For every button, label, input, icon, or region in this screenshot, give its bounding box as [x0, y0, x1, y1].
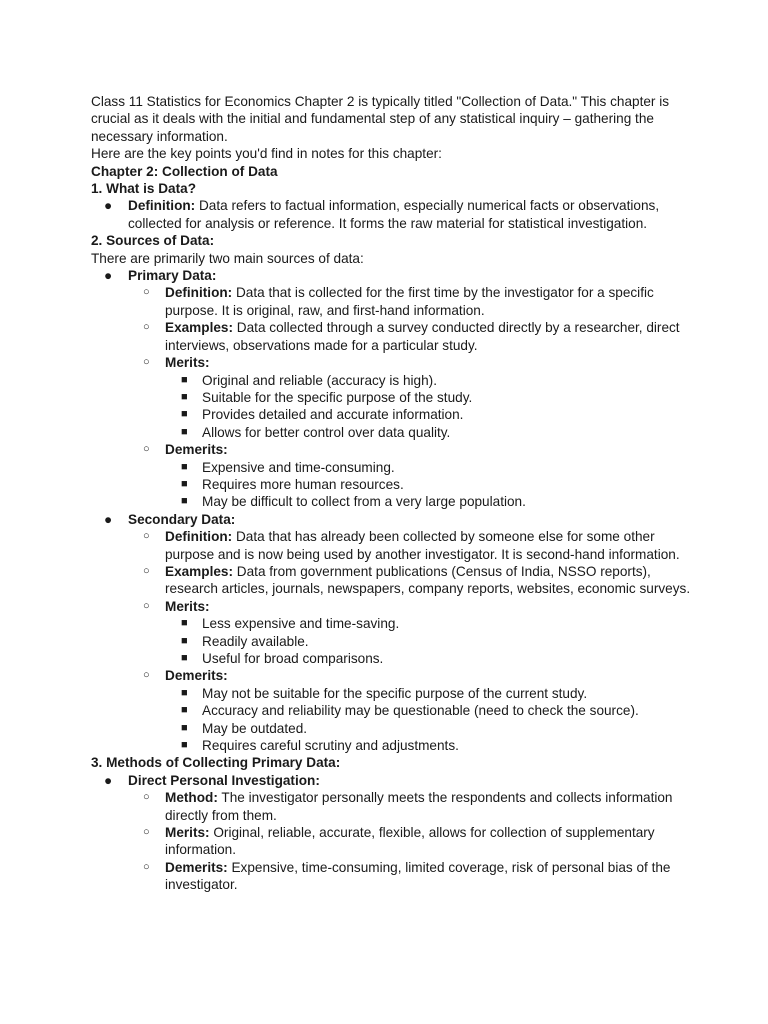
- methods-list: [91, 772, 691, 894]
- merit-text: Useful for broad comparisons.: [202, 651, 384, 666]
- dpi-sublist: [128, 789, 691, 893]
- demerit-text: Requires careful scrutiny and adjustments.: [202, 738, 459, 754]
- demerits-label: Demerits:: [165, 859, 228, 875]
- circle-marker: ○: [143, 564, 150, 577]
- circle-marker: ○: [143, 826, 150, 839]
- merit-text: Readily available.: [202, 633, 309, 649]
- list-item-direct-personal-investigation: [91, 772, 691, 894]
- list-item: [165, 424, 691, 441]
- square-marker: ■: [181, 652, 188, 664]
- demerits-label: Demerits:: [165, 442, 228, 458]
- circle-marker: ○: [143, 530, 150, 543]
- circle-marker: ○: [143, 669, 150, 682]
- definition-label: Definition:: [165, 285, 233, 301]
- list-item: [165, 406, 691, 423]
- merit-text: Less expensive and time-saving.: [202, 616, 400, 632]
- examples-text: Data collected through a survey conducted directly by a researcher, direct interviews, observations made for a particular study.: [165, 320, 680, 353]
- bullet-marker: ●: [104, 772, 113, 788]
- method-label: Method:: [165, 790, 218, 806]
- merits-label: Merits:: [165, 825, 210, 841]
- demerit-text: Accuracy and reliability may be questionable (need to check the source).: [202, 703, 639, 719]
- square-marker: ■: [181, 686, 188, 699]
- square-marker: ■: [181, 408, 188, 421]
- merits-label: Merits:: [165, 598, 210, 614]
- definition-text: Data refers to factual information, especially numerical facts or observations, collected for analysis or reference. It forms the raw material for statistical investigation.: [128, 198, 660, 231]
- secondary-data-label: Secondary Data:: [128, 511, 236, 527]
- secondary-demerits-list: [165, 685, 691, 755]
- circle-marker: ○: [143, 860, 150, 873]
- square-marker: ■: [181, 373, 188, 386]
- merits-text: Original, reliable, accurate, flexible, allows for collection of supplementary information.: [165, 825, 655, 858]
- square-marker: ■: [181, 739, 188, 752]
- square-marker: ■: [181, 617, 188, 630]
- dpi-label: Direct Personal Investigation:: [128, 772, 320, 788]
- secondary-merits-list: [165, 615, 691, 667]
- sources-list: [91, 267, 691, 754]
- chapter-title: Chapter 2: Collection of Data: [91, 163, 278, 179]
- sources-lead: There are primarily two main sources of data:: [91, 250, 364, 266]
- merit-text: Suitable for the specific purpose of the study.: [202, 389, 473, 405]
- examples-label: Examples:: [165, 320, 234, 336]
- square-marker: ■: [181, 704, 188, 717]
- demerit-text: Requires more human resources.: [202, 476, 404, 492]
- list-item: [165, 615, 691, 632]
- circle-marker: ○: [143, 356, 150, 369]
- list-item: [165, 650, 691, 667]
- merit-text: Original and reliable (accuracy is high).: [202, 372, 437, 388]
- square-marker: ■: [181, 477, 188, 490]
- square-marker: ■: [181, 634, 188, 647]
- list-item: [128, 441, 691, 511]
- list-item: [128, 789, 691, 824]
- examples-label: Examples:: [165, 563, 234, 579]
- circle-marker: ○: [143, 286, 150, 299]
- section-heading-methods: 3. Methods of Collecting Primary Data:: [91, 755, 341, 771]
- square-marker: ■: [181, 495, 188, 508]
- what-is-data-list: [91, 197, 691, 232]
- demerit-text: May not be suitable for the specific purpose of the current study.: [202, 685, 588, 701]
- bullet-marker: ●: [104, 268, 113, 284]
- square-marker: ■: [181, 721, 188, 734]
- list-item: [165, 685, 691, 702]
- definition-label: Definition:: [128, 198, 196, 214]
- method-text: The investigator personally meets the respondents and collects information directly from them.: [165, 790, 673, 823]
- circle-marker: ○: [143, 791, 150, 804]
- demerit-text: May be difficult to collect from a very large population.: [202, 494, 526, 510]
- circle-marker: ○: [143, 599, 150, 612]
- demerits-text: Expensive, time-consuming, limited coverage, risk of personal bias of the investigator.: [165, 859, 671, 893]
- list-item: [128, 563, 691, 598]
- list-item: [165, 476, 691, 493]
- list-item: [165, 702, 691, 719]
- merits-label: Merits:: [165, 355, 210, 371]
- list-item-secondary-data: [91, 511, 691, 755]
- section-heading-what-is-data: 1. What is Data?: [91, 181, 196, 197]
- definition-text: Data that has already been collected by someone else for some other purpose and is now being used by another investigator. It is second-hand information.: [165, 529, 680, 562]
- list-item: [128, 354, 691, 441]
- examples-text: Data from government publications (Census of India, NSSO reports), research articles, journals, newspapers, company reports, websites, economic surveys.: [165, 563, 691, 597]
- circle-marker: ○: [143, 321, 150, 334]
- list-item: [165, 493, 691, 510]
- intro-lead: Here are the key points you'd find in notes for this chapter:: [91, 146, 442, 162]
- primary-demerits-list: [165, 459, 691, 511]
- list-item: [128, 598, 691, 668]
- primary-data-label: Primary Data:: [128, 268, 217, 284]
- definition-text: Data that is collected for the first time by the investigator for a specific purpose. It is original, raw, and first-hand information.: [165, 285, 654, 318]
- list-item: [128, 667, 691, 754]
- list-item: [165, 459, 691, 476]
- square-marker: ■: [181, 460, 188, 473]
- list-item: [165, 389, 691, 406]
- section-heading-sources: 2. Sources of Data:: [91, 233, 215, 249]
- list-item: [165, 372, 691, 389]
- demerits-label: Demerits:: [165, 668, 228, 684]
- list-item: [165, 633, 691, 650]
- merit-text: Provides detailed and accurate information.: [202, 407, 464, 423]
- list-item: [165, 720, 691, 737]
- demerit-text: Expensive and time-consuming.: [202, 459, 395, 475]
- document-page: [91, 93, 691, 894]
- secondary-data-sublist: [128, 528, 691, 754]
- demerit-text: May be outdated.: [202, 720, 308, 736]
- primary-merits-list: [165, 372, 691, 442]
- list-item: [128, 859, 691, 894]
- definition-label: Definition:: [165, 529, 233, 545]
- square-marker: ■: [181, 425, 188, 438]
- intro-paragraph: Class 11 Statistics for Economics Chapter 2 is typically titled "Collection of Data." This chapter is crucial as it deals with the initial and fundamental step of any statistical inquiry – gathering the necessary information.: [91, 94, 670, 144]
- list-item: [128, 528, 691, 563]
- bullet-marker: ●: [104, 198, 113, 214]
- merit-text: Allows for better control over data quality.: [202, 424, 451, 440]
- list-item: [91, 197, 691, 232]
- square-marker: ■: [181, 390, 188, 403]
- list-item: [128, 319, 691, 354]
- list-item: [128, 284, 691, 319]
- primary-data-sublist: [128, 284, 691, 510]
- bullet-marker: ●: [104, 511, 113, 527]
- list-item-primary-data: [91, 267, 691, 511]
- list-item: [128, 824, 691, 859]
- circle-marker: ○: [143, 443, 150, 456]
- list-item: [165, 737, 691, 754]
